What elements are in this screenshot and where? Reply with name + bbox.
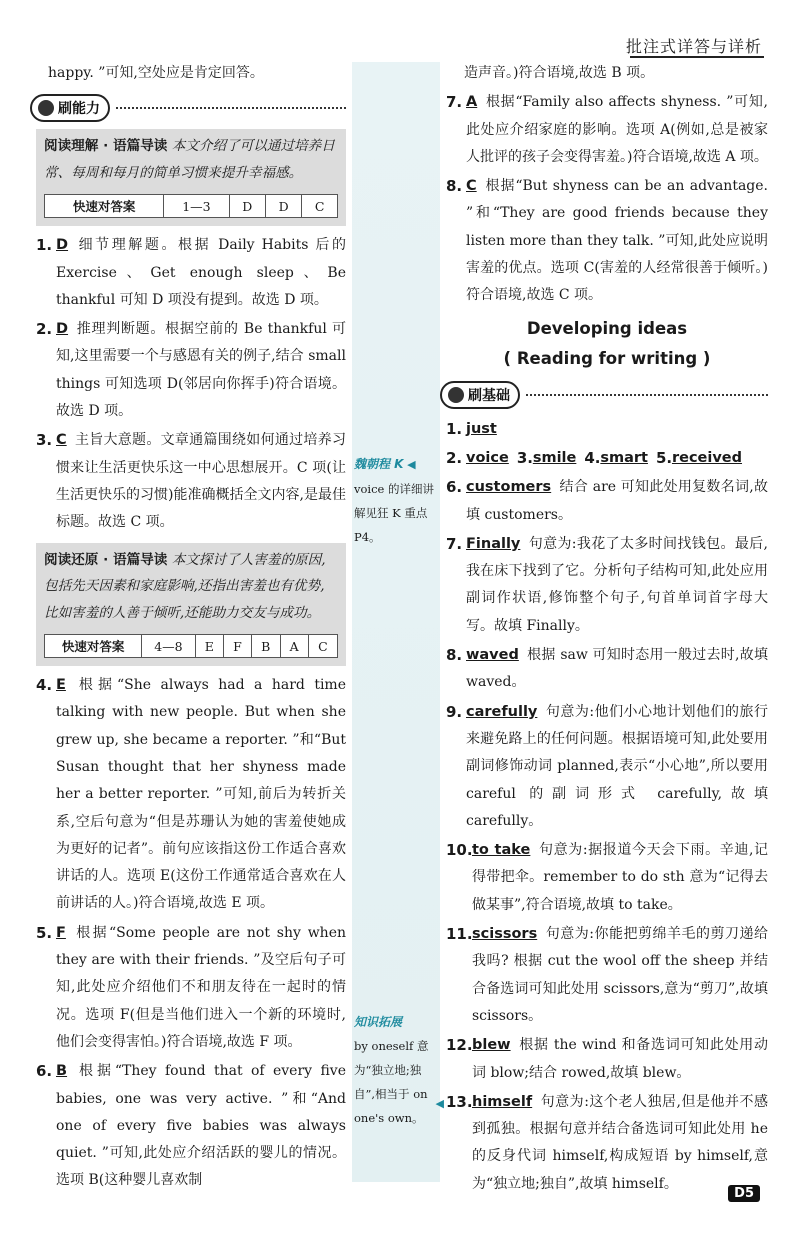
- explanation: 句意为:这个老人独居,但是他并不感到孤独。根据句意并结合备选词可知此处用 he 的反身代词 himself,构成短语 by himself,意为“独立地;独自”,故填 himself。: [472, 1093, 768, 1192]
- answer-item: 6. customers 结合 are 可知此处用复数名词,故填 customers。: [446, 478, 768, 523]
- guide-label: 阅读还原 · 语篇导读: [44, 551, 168, 568]
- intro-line: happy. ”可知,空处应是肯定回答。: [48, 65, 264, 81]
- section-header-basics: [440, 380, 768, 410]
- section-heading: Developing ideas: [526, 318, 688, 338]
- explanation: 根据 saw 可知时态用一般过去时,故填 waved。: [466, 647, 768, 691]
- margin-note-2: [354, 1010, 444, 1130]
- answer-key: carefully: [466, 703, 538, 720]
- explanation: 根据 the wind 和备选词可知此处用动词 blow;结合 rowed,故填 blew。: [472, 1037, 768, 1081]
- answer-item: 2. D 推理判断题。根据空前的 Be thankful 可知,这里需要一个与感恩有关的例子,结合 small things 可知选项 D(邻居向你挥手)符合语境。故选 D 项。: [36, 320, 346, 420]
- answer-item: 7. Finally 句意为:我花了太多时间找钱包。最后,我在床下找到了它。分析句子结构可知,此处应用副词作状语,修饰整个句子,句首单词首字母大写。故填 Finally。: [446, 534, 768, 634]
- dotted-rule: [116, 107, 346, 109]
- section-subheading: ( Reading for writing ): [503, 348, 711, 368]
- answer-cell: B: [251, 635, 280, 658]
- reading-guide-2: [36, 543, 346, 633]
- continued-line: 造声音。)符合语境,故选 B 项。: [464, 65, 655, 81]
- answer-item: 7. A 根据“Family also affects shyness. ”可知,此处应介绍家庭的影响。选项 A(例如,总是被家人批评的孩子会变得害羞。)符合语境,故选 A 项。: [446, 93, 768, 165]
- answer-cell: F: [224, 635, 252, 658]
- answer-key: smart: [600, 449, 648, 466]
- dotted-rule: [526, 394, 768, 396]
- answer-cell: C: [308, 635, 337, 658]
- answer-key: just: [466, 420, 497, 437]
- answer-key: smile: [532, 449, 577, 466]
- explanation: 句意为:你能把剪绵羊毛的剪刀递给我吗? 根据 cut the wool off the sheep 并结合备选词可知此处用 scissors,意为“剪刀”,故填 scissors。: [472, 926, 768, 1024]
- explanation: 句意为:据报道今天会下雨。辛迪,记得带把伞。remember to do sth 意为“记得去做某事”,符合语境,故填 to take。: [472, 842, 769, 913]
- explanation: 根据“She always had a hard time talking with new people. But when she grew up, she became a reporter. ”和“But Susan thought that her shyness made her a better reporter. ”可知,前后为转折关系,空后句意为“但是苏珊认为她的害羞使她成为更好的记者”。前句应该指这份工作适合喜欢讲话的人。选项 E(这份工作通常适合喜欢在人前讲话的人。)符合语境,故选 E 项。: [56, 677, 346, 912]
- answer-item: 10. to take 句意为:据报道今天会下雨。辛迪,记得带把伞。remember to do sth 意为“记得去做某事”,符合语境,故填 to take。: [446, 841, 769, 913]
- section-header-ability: [30, 93, 346, 123]
- answer-item: 8. C 根据“But shyness can be an advantage. ”和“They are good friends because they listen more than they talk. ”可知,此处应说明害羞的优点。选项 C(害羞的人经常很善于倾听。)符合语境,故选 C 项。: [446, 177, 768, 304]
- answer-cell: A: [280, 635, 308, 658]
- answer-table-label: 快速对答案: [45, 635, 142, 658]
- note-title: 知识拓展: [354, 1015, 403, 1029]
- answer-table-1: [36, 192, 346, 226]
- answer-range: 4—8: [142, 635, 195, 658]
- guide-text: 本文探讨了人害羞的原因,包括先天因素和家庭影响,还指出害羞也有优势,比如害羞的人善于倾听,还能助力交友与成功。: [44, 551, 326, 621]
- explanation: 细节理解题。根据 Daily Habits 后的 Exercise、Get enough sleep、Be thankful 可知 D 项没有提到。故选 D 项。: [56, 237, 346, 308]
- answer-row: 2. voice 3. smile 4. smart 5. received: [446, 445, 768, 472]
- note-text: voice 的详细讲解见狂 K 重点 P4。: [354, 482, 434, 544]
- answer-key: blew: [472, 1037, 511, 1054]
- answer-table-2: [36, 632, 346, 666]
- margin-note-1: [354, 452, 440, 549]
- answer-item: 11. scissors 句意为:你能把剪绵羊毛的剪刀递给我吗? 根据 cut the wool off the sheep 并结合备选词可知此处用 scissors,意为“剪刀”,故填 scissors。: [446, 925, 768, 1024]
- answer-item: 5. F 根据“Some people are not shy when they are with their friends. ”及空后句子可知,此处应介绍他们不和朋友待在一起时的情况。选项 F(但是当他们进入一个新的环境时,他们会变得害怕。)符合语境,故选 F 项。: [36, 923, 346, 1050]
- answer-item: 3. C 主旨大意题。文章通篇围绕如何通过培养习惯来让生活更快乐这一中心思想展开。C 项(让生活更快乐的习惯)能准确概括全文内容,是最佳标题。故选 C 项。: [36, 431, 346, 531]
- answer-cell: E: [195, 635, 223, 658]
- explanation: 根据“Family also affects shyness. ”可知,此处应介绍家庭的影响。选项 A(例如,总是被家人批评的孩子会变得害羞。)符合语境,故选 A 项。: [466, 94, 768, 165]
- answer-key: waved: [466, 647, 519, 664]
- answer-cell: C: [302, 195, 338, 218]
- answer-key: received: [671, 449, 743, 466]
- section-title: 刷能力: [58, 101, 100, 118]
- explanation: 根据“Some people are not shy when they are with their friends. ”及空后句子可知,此处应介绍他们不和朋友待在一起时的情况。选项 F(但是当他们进入一个新的环境时,他们会变得害怕。)符合语境,故选 F 项。: [56, 924, 346, 1050]
- answer-item: 1. just: [446, 416, 768, 443]
- explanation: 主旨大意题。文章通篇围绕如何通过培养习惯来让生活更快乐这一中心思想展开。C 项(让生活更快乐的习惯)能准确概括全文内容,是最佳标题。故选 C 项。: [56, 432, 346, 531]
- arrow-icon: ◀: [407, 458, 416, 471]
- answer-key: to take: [472, 842, 531, 859]
- answer-key: D: [56, 237, 69, 254]
- reading-guide-1: [36, 129, 346, 192]
- running-header: 批注式详答与详析: [625, 37, 762, 56]
- header-rule: [630, 56, 764, 58]
- answer-item: 13. himself 句意为:这个老人独居,但是他并不感到孤独。根据句意并结合备选词可知此处用 he 的反身代词 himself,构成短语 by himself,意为“独立地;独自”,故填 himself。: [446, 1092, 768, 1192]
- answer-table-label: 快速对答案: [45, 195, 164, 218]
- explanation: 句意为:我花了太多时间找钱包。最后,我在床下找到了它。分析句子结构可知,此处应用副词作状语,修饰整个句子,句首单词首字母大写。故填 Finally。: [466, 535, 768, 634]
- answer-item: 4. E 根据“She always had a hard time talking with new people. But when she grew up, she became a reporter. ”和“But Susan thought that her shyness made her a better reporter. ”可知,前后为转折关系,空后句意为“但是苏珊认为她的害羞使她成为更好的记者”。前句应该指这份工作适合喜欢讲话的人。选项 E(这份工作通常适合喜欢在人前讲话的人。)符合语境,故选 E 项。: [36, 676, 346, 912]
- section-title: 刷基础: [468, 387, 510, 404]
- page-number: D5: [728, 1185, 760, 1202]
- answer-key: scissors: [472, 926, 538, 943]
- answer-key: himself: [472, 1093, 533, 1110]
- answer-cell: D: [265, 195, 301, 218]
- left-column: [36, 60, 346, 1195]
- pen-icon: [448, 387, 464, 403]
- explanation: 根据“They found that of every five babies, one was very active. ”和“And one of every five babies was always quiet. ”可知,此处应介绍活跃的婴儿的情况。选项 B(这种婴儿喜欢制: [56, 1063, 346, 1189]
- answer-item: 12. blew 根据 the wind 和备选词可知此处用动词 blow;结合 rowed,故填 blew。: [446, 1036, 768, 1081]
- explanation: 结合 are 可知此处用复数名词,故填 customers。: [466, 479, 768, 523]
- explanation: 句意为:他们小心地计划他们的旅行来避免路上的任何问题。根据语境可知,此处要用副词修饰动词 planned,表示“小心地”,所以要用 careful 的副词形式 carefully,故填 carefully。: [466, 703, 768, 829]
- right-column: [446, 60, 768, 1198]
- answer-key: E: [56, 677, 66, 694]
- answer-key: A: [466, 94, 478, 111]
- answer-key: B: [56, 1063, 68, 1080]
- answer-key: D: [56, 321, 69, 338]
- guide-label: 阅读理解 · 语篇导读: [44, 138, 168, 155]
- answer-key: F: [56, 924, 66, 941]
- answer-key: customers: [466, 479, 552, 496]
- explanation: 根据“But shyness can be an advantage. ”和“They are good friends because they listen more than they talk. ”可知,此处应说明害羞的优点。选项 C(害羞的人经常很善于倾听。)符合语境,故选 C 项。: [466, 178, 768, 304]
- answer-item: 6. B 根据“They found that of every five babies, one was very active. ”和“And one of every five babies was always quiet. ”可知,此处应介绍活跃的婴儿的情况。选项 B(这种婴儿喜欢制: [36, 1062, 346, 1189]
- answer-range: 1—3: [164, 195, 229, 218]
- explanation: 推理判断题。根据空前的 Be thankful 可知,这里需要一个与感恩有关的例子,结合 small things 可知选项 D(邻居向你挥手)符合语境。故选 D 项。: [56, 321, 346, 420]
- answer-item: 8. waved 根据 saw 可知时态用一般过去时,故填 waved。: [446, 646, 768, 691]
- answer-cell: D: [229, 195, 265, 218]
- answer-key: Finally: [466, 535, 521, 552]
- answer-key: voice: [466, 449, 509, 466]
- answer-key: C: [466, 178, 477, 195]
- note-title: 魏朝程 K: [354, 457, 404, 471]
- answer-key: C: [56, 432, 67, 449]
- pen-icon: [38, 100, 54, 116]
- arrow-icon: ◀: [435, 1097, 444, 1110]
- answer-item: 1. D 细节理解题。根据 Daily Habits 后的 Exercise、Get enough sleep、Be thankful 可知 D 项没有提到。故选 D 项。: [36, 236, 346, 308]
- answer-item: 9. carefully 句意为:他们小心地计划他们的旅行来避免路上的任何问题。根据语境可知,此处要用副词修饰动词 planned,表示“小心地”,所以要用 careful 的副词形式 carefully,故填 carefully。: [446, 702, 768, 829]
- guide-text: 本文介绍了可以通过培养日常、每周和每月的简单习惯来提升幸福感。: [44, 138, 335, 181]
- note-text: by oneself 意为“独立地;独自”,相当于 on one's own。: [354, 1039, 429, 1125]
